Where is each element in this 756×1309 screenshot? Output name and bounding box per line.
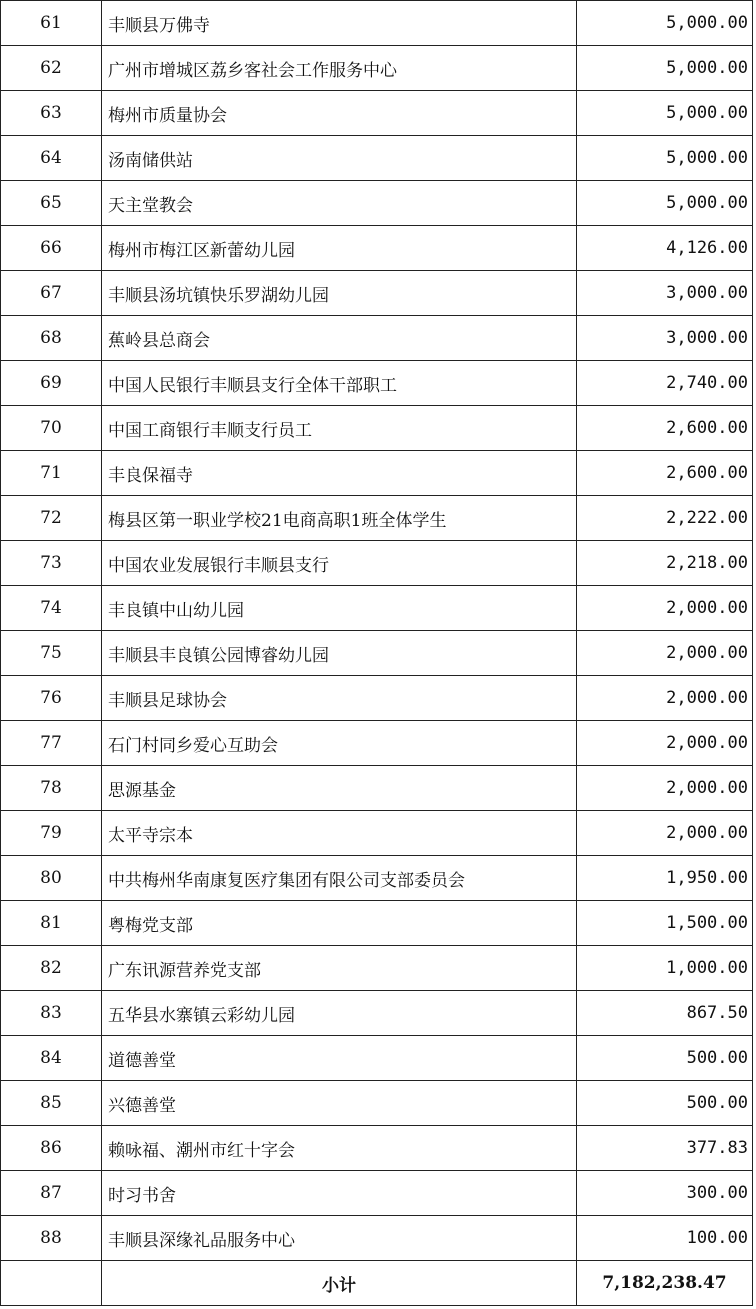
table-row — [1, 181, 753, 226]
donor-name: 梅县区第一职业学校21电商高职1班全体学生 — [102, 496, 577, 541]
donation-amount: 5,000.00 — [577, 46, 753, 91]
donor-name: 丰顺县万佛寺 — [102, 1, 577, 46]
table-row — [1, 856, 753, 901]
donor-name: 丰顺县丰良镇公园博睿幼儿园 — [102, 631, 577, 676]
donor-name: 太平寺宗本 — [102, 811, 577, 856]
table-row — [1, 766, 753, 811]
row-number: 75 — [1, 631, 102, 676]
row-number: 70 — [1, 406, 102, 451]
donation-amount: 2,000.00 — [577, 811, 753, 856]
row-number: 63 — [1, 91, 102, 136]
table-row — [1, 631, 753, 676]
donation-amount: 500.00 — [577, 1081, 753, 1126]
row-number: 65 — [1, 181, 102, 226]
table-row — [1, 136, 753, 181]
row-number: 77 — [1, 721, 102, 766]
table-row — [1, 676, 753, 721]
donor-name: 兴德善堂 — [102, 1081, 577, 1126]
row-number: 81 — [1, 901, 102, 946]
donation-amount: 100.00 — [577, 1216, 753, 1261]
table-row — [1, 901, 753, 946]
donation-amount: 2,222.00 — [577, 496, 753, 541]
donation-amount: 5,000.00 — [577, 136, 753, 181]
row-number: 88 — [1, 1216, 102, 1261]
table-row — [1, 1036, 753, 1081]
table-row — [1, 946, 753, 991]
donor-name: 丰良保福寺 — [102, 451, 577, 496]
donor-name: 道德善堂 — [102, 1036, 577, 1081]
table-row — [1, 451, 753, 496]
donation-amount: 2,000.00 — [577, 631, 753, 676]
donation-amount: 3,000.00 — [577, 316, 753, 361]
donor-name: 五华县水寨镇云彩幼儿园 — [102, 991, 577, 1036]
donation-amount: 1,500.00 — [577, 901, 753, 946]
donation-amount: 2,000.00 — [577, 676, 753, 721]
table-row — [1, 361, 753, 406]
row-number: 76 — [1, 676, 102, 721]
table-row — [1, 991, 753, 1036]
donation-amount: 4,126.00 — [577, 226, 753, 271]
donor-name: 时习书舍 — [102, 1171, 577, 1216]
donor-name: 思源基金 — [102, 766, 577, 811]
subtotal-number — [1, 1261, 102, 1306]
donation-amount: 2,600.00 — [577, 406, 753, 451]
table-row — [1, 496, 753, 541]
table-row — [1, 1171, 753, 1216]
table-row — [1, 271, 753, 316]
donor-name: 天主堂教会 — [102, 181, 577, 226]
row-number: 74 — [1, 586, 102, 631]
table-row — [1, 1081, 753, 1126]
donation-amount: 1,000.00 — [577, 946, 753, 991]
row-number: 69 — [1, 361, 102, 406]
donation-amount: 3,000.00 — [577, 271, 753, 316]
donor-name: 中国农业发展银行丰顺县支行 — [102, 541, 577, 586]
row-number: 83 — [1, 991, 102, 1036]
table-row — [1, 811, 753, 856]
donor-name: 赖咏福、潮州市红十字会 — [102, 1126, 577, 1171]
row-number: 68 — [1, 316, 102, 361]
donor-name: 广州市增城区荔乡客社会工作服务中心 — [102, 46, 577, 91]
table-row — [1, 406, 753, 451]
row-number: 87 — [1, 1171, 102, 1216]
donor-name: 梅州市梅江区新蕾幼儿园 — [102, 226, 577, 271]
donor-name: 中国工商银行丰顺支行员工 — [102, 406, 577, 451]
row-number: 82 — [1, 946, 102, 991]
donation-amount: 2,740.00 — [577, 361, 753, 406]
table-row — [1, 1, 753, 46]
donor-name: 粤梅党支部 — [102, 901, 577, 946]
donation-amount: 377.83 — [577, 1126, 753, 1171]
donation-amount: 2,600.00 — [577, 451, 753, 496]
donor-name: 丰顺县汤坑镇快乐罗湖幼儿园 — [102, 271, 577, 316]
row-number: 64 — [1, 136, 102, 181]
donation-amount: 1,950.00 — [577, 856, 753, 901]
donor-name: 丰良镇中山幼儿园 — [102, 586, 577, 631]
table-row — [1, 541, 753, 586]
donation-amount: 5,000.00 — [577, 181, 753, 226]
donation-amount: 2,000.00 — [577, 766, 753, 811]
donor-name: 中共梅州华南康复医疗集团有限公司支部委员会 — [102, 856, 577, 901]
donation-amount: 500.00 — [577, 1036, 753, 1081]
table-row — [1, 1216, 753, 1261]
row-number: 84 — [1, 1036, 102, 1081]
subtotal-row — [1, 1261, 753, 1306]
table-row — [1, 46, 753, 91]
subtotal-label: 小计 — [102, 1261, 577, 1306]
donation-amount: 2,000.00 — [577, 586, 753, 631]
donor-name: 石门村同乡爱心互助会 — [102, 721, 577, 766]
donation-amount: 2,218.00 — [577, 541, 753, 586]
donation-amount: 2,000.00 — [577, 721, 753, 766]
row-number: 78 — [1, 766, 102, 811]
row-number: 61 — [1, 1, 102, 46]
row-number: 72 — [1, 496, 102, 541]
table-row — [1, 721, 753, 766]
donor-name: 汤南储供站 — [102, 136, 577, 181]
row-number: 86 — [1, 1126, 102, 1171]
donation-amount: 867.50 — [577, 991, 753, 1036]
donor-name: 丰顺县足球协会 — [102, 676, 577, 721]
subtotal-amount: 7,182,238.47 — [577, 1261, 753, 1306]
row-number: 62 — [1, 46, 102, 91]
donor-name: 丰顺县深缘礼品服务中心 — [102, 1216, 577, 1261]
row-number: 73 — [1, 541, 102, 586]
row-number: 67 — [1, 271, 102, 316]
table-row — [1, 226, 753, 271]
table-row — [1, 91, 753, 136]
row-number: 79 — [1, 811, 102, 856]
donation-amount: 300.00 — [577, 1171, 753, 1216]
row-number: 66 — [1, 226, 102, 271]
donation-amount: 5,000.00 — [577, 91, 753, 136]
donation-amount: 5,000.00 — [577, 1, 753, 46]
donor-name: 中国人民银行丰顺县支行全体干部职工 — [102, 361, 577, 406]
row-number: 80 — [1, 856, 102, 901]
donor-name: 蕉岭县总商会 — [102, 316, 577, 361]
table-row — [1, 586, 753, 631]
donor-name: 梅州市质量协会 — [102, 91, 577, 136]
row-number: 71 — [1, 451, 102, 496]
row-number: 85 — [1, 1081, 102, 1126]
table-row — [1, 316, 753, 361]
table-row — [1, 1126, 753, 1171]
table-body — [1, 1, 753, 1306]
donor-name: 广东讯源营养党支部 — [102, 946, 577, 991]
